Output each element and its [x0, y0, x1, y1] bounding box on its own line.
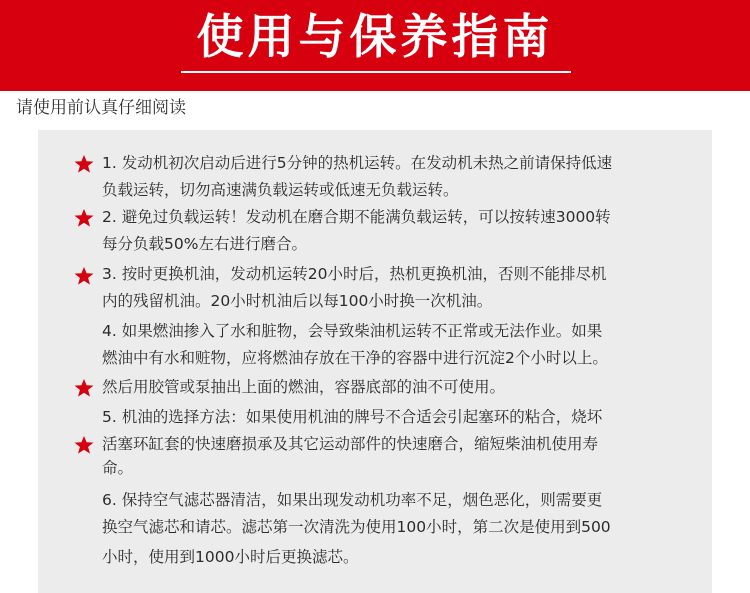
instruction-line: 小时，使用到1000小时后更换滤芯。 — [102, 548, 359, 566]
instruction-line: 每分负载50%左右进行磨合。 — [102, 235, 307, 253]
red-star-icon — [74, 208, 94, 228]
instruction-line: 2. 避免过负载运转！发动机在磨合期不能满负载运转，可以按转速3000转 — [102, 208, 611, 226]
red-star-icon — [74, 378, 94, 398]
subtitle: 请使用前认真仔细阅读 — [16, 98, 186, 118]
instruction-line: 燃油中有水和赃物，应将燃油存放在干净的容器中进行沉淀2个小时以上。 — [102, 349, 608, 367]
header-banner — [0, 0, 750, 91]
instruction-line: 4. 如果燃油掺入了水和脏物，会导致柴油机运转不正常或无法作业。如果 — [102, 322, 603, 340]
instruction-line: 1. 发动机初次启动后进行5分钟的热机运转。在发动机未热之前请保持低速 — [102, 154, 613, 172]
page-title: 使用与保养指南 — [196, 10, 554, 65]
instruction-line: 负载运转，切勿高速满负载运转或低速无负载运转。 — [102, 181, 459, 199]
title-underline — [181, 71, 571, 73]
instruction-line: 5. 机油的选择方法：如果使用机油的牌号不合适会引起塞环的粘合，烧坏 — [102, 408, 603, 426]
instruction-line: 内的残留机油。20小时机油后以每100小时换一次机油。 — [102, 292, 493, 310]
instruction-line: 然后用胶管或泵抽出上面的燃油，容器底部的油不可使用。 — [102, 378, 506, 396]
instruction-line: 3. 按时更换机油，发动机运转20小时后，热机更换机油，否则不能排尽机 — [102, 265, 607, 283]
instruction-line: 命。 — [102, 459, 134, 477]
red-star-icon — [74, 154, 94, 174]
instruction-line: 6. 保持空气滤芯器清洁，如果出现发动机功率不足，烟色恶化，则需要更 — [102, 491, 603, 509]
red-star-icon — [74, 266, 94, 286]
instruction-line: 换空气滤芯和请芯。滤芯第一次清洗为使用100小时，第二次是使用到500 — [102, 518, 611, 536]
instruction-line: 活塞环缸套的快速磨损承及其它运动部件的快速磨合，缩短柴油机使用寿 — [102, 435, 599, 453]
red-star-icon — [74, 435, 94, 455]
